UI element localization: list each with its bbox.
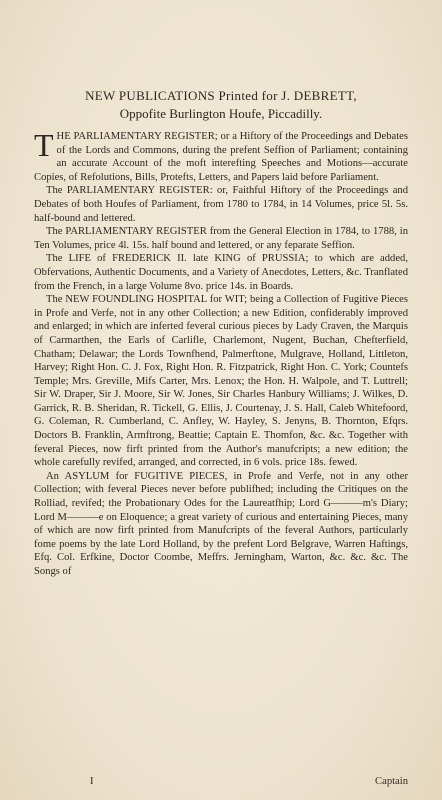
catchword: Captain bbox=[375, 776, 408, 787]
drop-cap: T bbox=[34, 127, 54, 163]
page-footer bbox=[34, 776, 408, 790]
entry-life-of-frederick: The LIFE of FREDERICK II. late KING of PRUSSIA; to which are added, Obfervations, Authentic Documents, and a Variety of Anecdotes, Letters, &c. Tranflated from the French, in a large Volume 8vo. price 14s. in Boards. bbox=[34, 253, 408, 292]
entry-asylum-for-fugitive-pieces: An ASYLUM for FUGITIVE PIECES, in Profe and Verfe, not in any other Collection; with feveral Pieces never before publifhed; including the Critiques on the Rolliad, revifed; the Probationary Odes for the Laureatfhip; Lord G———m's Diary; Lord M———e on Eloquence; a great variety of curious and entertaining Pieces, many of which are now firft printed from Manufcripts of the feveral Authors, particularly fome poems by the late Lord Holland, by the prefent Lord Belgrave, Warren Haftings, Efq. Col. Erfkine, Doctor Coombe, Meffrs. Jerningham, Warton, &c. &c. &c. The Songs of bbox=[34, 470, 408, 577]
entry-foundling-hospital-for-wit: The NEW FOUNDLING HOSPITAL for WIT; being a Collection of Fugitive Pieces in Profe and Verfe, not in any other Collection; a new Edition, confiderably improved and enlarged; in which are inferted feveral curious pieces by Lady Craven, the Marquis of Carmarthen, the Earls of Carlifle, Charlemont, Nugent, Buchan, Chefterfield, Chatham; Delawar; the Lords Townfhend, Palmerftone, Mulgrave, Holland, Littleton, Harvey; Right Hon. C. J. Fox, Right Hon. R. Fitzpatrick, Right Hon. C. York; Countefs Temple; Mrs. Greville, Mifs Carter, Mrs. Lenox; the Hon. H. Walpole, and T. Luttrell; Sir W. Draper, Sir J. Moore, Sir W. Jones, Sir Charles Hanbury Williams; J. Wilkes, D. Garrick, R. B. Sheridan, R. Tickell, G. Ellis, J. Courtenay, J. S. Hall, Caleb Whitefoord, G. Coleman, R. Cumberland, C. Anfley, W. Hayley, S. Jenyns, B. Thornton, Efqrs. Doctors B. Franklin, Armftrong, Beattie; Captain E. Thomfon, &c. &c. Together with feveral Pieces, now firft printed from the Author's manufcripts; a new edition; the whole carefully revifed, arranged, and corrected, in 6 vols. price 18s. fewed. bbox=[34, 294, 408, 469]
page-subtitle: Oppofite Burlington Houfe, Piccadilly. bbox=[119, 106, 323, 121]
entry-parliamentary-register-1784: The PARLIAMENTARY REGISTER from the General Election in 1784, to 1788, in Ten Volumes, price 4l. 15s. half bound and lettered, or any feparate Seffion. bbox=[34, 226, 408, 251]
entry-text: HE PARLIAMENTARY REGISTER; or a Hiftory of the Proceedings and Debates of the Lords and Commons, during the prefent Seffion of Parliament; containing an accurate Account of the moft interefting Speeches and Motions—accurate Copies, of Refolutions, Bills, Protefts, Letters, and Papers laid before Parliament. bbox=[34, 131, 408, 183]
advertisement-list bbox=[34, 127, 408, 579]
entry-parliamentary-register-1780: The PARLIAMENTARY REGISTER: or, Faithful Hiftory of the Proceedings and Debates of both Houfes of Parliament, from 1780 to 1784, in 14 Volumes, price 5l. 5s. half-bound and lettered. bbox=[34, 185, 408, 224]
entry-parliamentary-register bbox=[34, 127, 408, 184]
page-title: NEW PUBLICATIONS Printed for J. DEBRETT, bbox=[85, 88, 357, 103]
signature-mark: I bbox=[90, 776, 94, 787]
